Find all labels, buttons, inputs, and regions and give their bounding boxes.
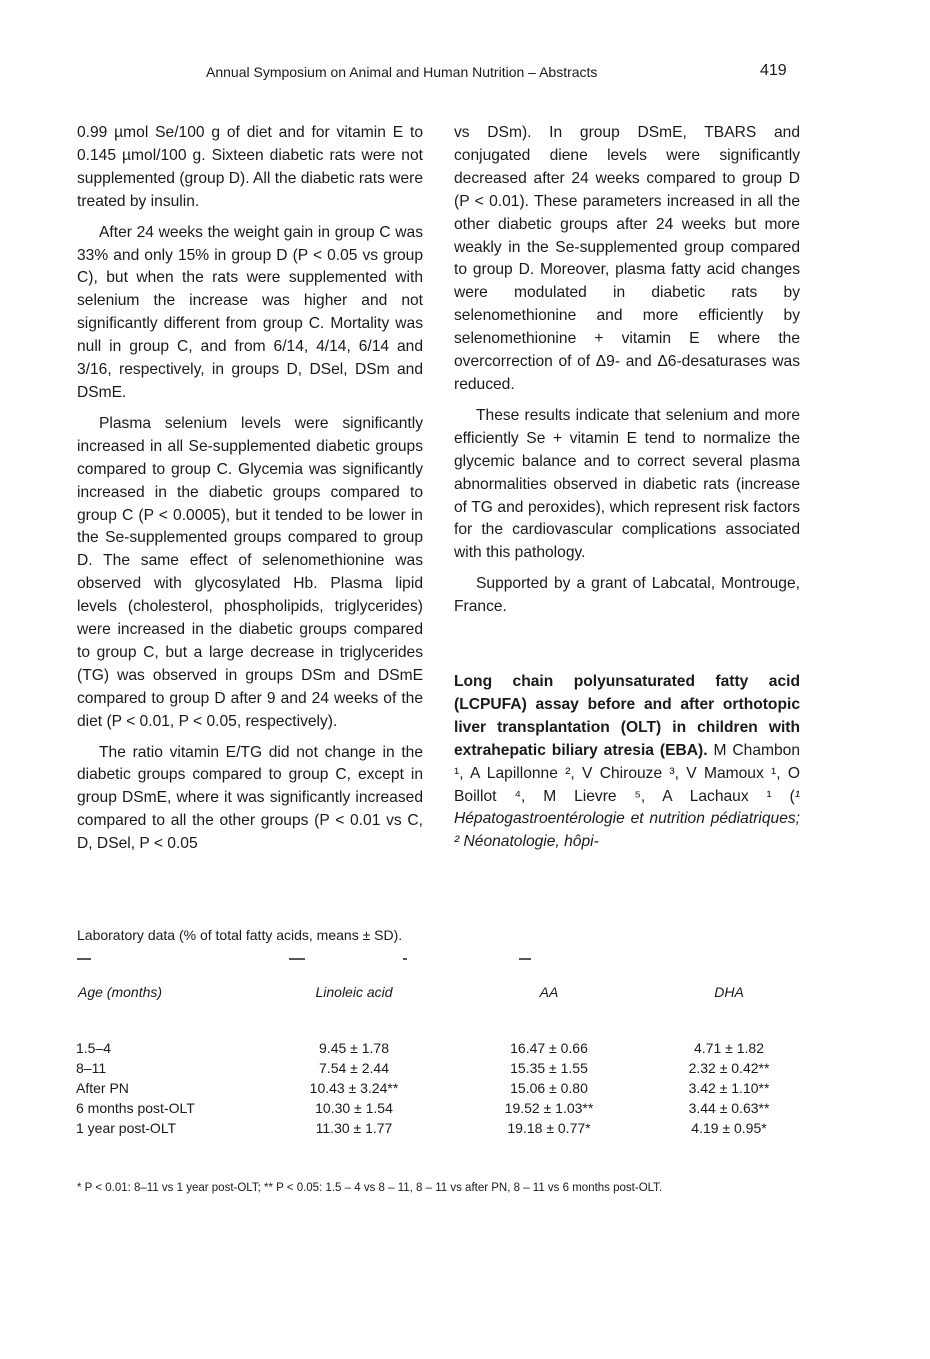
- paragraph: After 24 weeks the weight gain in group C was 33% and only 15% in group D (P < 0.05 vs group C), but when the rats were supplemented with selenium the increase was higher and not significantly different from group C. Mortality was null in group C, and from 6/14, 4/14, 6/14 and 3/16, respectively, in groups D, DSel, DSm and DSmE.: [77, 223, 423, 401]
- table-cell: 15.06 ± 0.80: [510, 1080, 588, 1096]
- table-cell: 3.42 ± 1.10**: [688, 1080, 770, 1096]
- next-abstract: [454, 671, 800, 854]
- table-cell: 6 months post-OLT: [76, 1100, 195, 1116]
- table-cell: 9.45 ± 1.78: [319, 1040, 389, 1056]
- paragraph: vs DSm). In group DSmE, TBARS and conjugated diene levels were significantly decreased after 24 weeks compared to group D (P < 0.01). These parameters increased in all the other diabetic groups after 24 weeks but more weakly in the Se-supplemented group compared to group D. Moreover, plasma fatty acid changes were modulated in diabetic rats by selenomethionine and more efficiently by selenomethionine + vitamin E where the overcorrection of of Δ9- and Δ6-desaturases was reduced.: [454, 124, 800, 393]
- paragraph: Plasma selenium levels were significantly increased in all Se-supplemented diabetic groups compared to group C. Glycemia was significantly increased in the diabetic groups compared to group C (P < 0.0005), but it tended to be lower in the Se-supplemented groups compared to group D. The same effect of selenomethionine was observed with glycosylated Hb. Plasma lipid levels (cholesterol, phospholipids, triglycerides) were increased in the diabetic groups compared to group C, but a large decrease in triglycerides (TG) was observed in groups DSm and DSmE compared to group D after 9 and 24 weeks of the diet (P < 0.01, P < 0.05, respectively).: [77, 414, 423, 730]
- table-cell: 10.43 ± 3.24**: [309, 1080, 399, 1096]
- table-cell: 8–11: [76, 1060, 107, 1076]
- column-header: Age (months): [78, 984, 163, 1000]
- table-cell: 10.30 ± 1.54: [315, 1100, 393, 1116]
- right-column: [454, 122, 800, 854]
- table-cell: 19.18 ± 0.77*: [507, 1120, 591, 1136]
- table-cell: 3.44 ± 0.63**: [688, 1100, 770, 1116]
- table-cell: 19.52 ± 1.03**: [504, 1100, 594, 1116]
- table-footnote: * P < 0.01: 8–11 vs 1 year post-OLT; ** P < 0.05: 1.5 – 4 vs 8 – 11, 8 – 11 vs after PN, 8 – 11 vs 6 months post-OLT.: [77, 1182, 663, 1194]
- paragraph: These results indicate that selenium and more efficiently Se + vitamin E tend to normalize the glycemic balance and to correct several plasma abnormalities observed in diabetic rats (increase of TG and peroxides), which represent risk factors for the cardiovascular complications associated with this pathology.: [454, 406, 800, 562]
- table-cell: 4.19 ± 0.95*: [691, 1120, 767, 1136]
- column-header: DHA: [714, 984, 744, 1000]
- table-cell: 7.54 ± 2.44: [319, 1060, 389, 1076]
- paragraph: Supported by a grant of Labcatal, Montrouge, France.: [454, 575, 800, 616]
- table-cell: 1 year post-OLT: [76, 1120, 177, 1136]
- journal-section-title: Annual Symposium on Animal and Human Nutrition – Abstracts: [206, 64, 598, 80]
- table-top-rule: [77, 958, 817, 964]
- abstract-title: Long chain polyunsaturated fatty acid (LCPUFA) assay before and after orthotopic liver transplantation (OLT) in children with extrahepatic biliary atresia (EBA).: [454, 673, 800, 759]
- table-row: [74, 1058, 814, 1078]
- running-header: [0, 64, 930, 86]
- table-cell: 16.47 ± 0.66: [510, 1040, 588, 1056]
- laboratory-data-table: [74, 980, 814, 1138]
- column-header: Linoleic acid: [315, 984, 393, 1000]
- abstract-authors: M Chambon ¹, A Lapillonne ², V Chirouze ³, V Mamoux ¹, O Boillot ⁴, M Lievre ⁵, A Lachaux ¹ (: [454, 741, 800, 805]
- table-cell: 15.35 ± 1.55: [510, 1060, 588, 1076]
- table-cell: 2.32 ± 0.42**: [688, 1060, 770, 1076]
- table-row: [74, 1078, 814, 1098]
- column-header: AA: [539, 984, 559, 1000]
- table-cell: 4.71 ± 1.82: [694, 1040, 764, 1056]
- table-row: [74, 1118, 814, 1138]
- table-cell: After PN: [76, 1080, 129, 1096]
- table-row: [74, 1038, 814, 1058]
- page-number: 419: [760, 62, 787, 79]
- paragraph: The ratio vitamin E/TG did not change in the diabetic groups compared to group C, except in group DSmE, where it was significantly increased compared to all the other groups (P < 0.01 vs C, D, DSel, P < 0.05: [77, 743, 423, 853]
- table-caption: Laboratory data (% of total fatty acids, means ± SD).: [77, 927, 403, 943]
- abstract-affiliations: ¹ Hépatogastroentérologie et nutrition pédiatriques; ² Néonatologie, hôpi-: [454, 787, 800, 851]
- paragraph: 0.99 µmol Se/100 g of diet and for vitamin E to 0.145 µmol/100 g. Sixteen diabetic rats were not supplemented (group D). All the diabetic rats were treated by insulin.: [77, 124, 423, 210]
- table-row: [74, 1098, 814, 1118]
- table-cell: 1.5–4: [76, 1040, 112, 1056]
- table-cell: 11.30 ± 1.77: [315, 1120, 393, 1136]
- left-column: [77, 122, 423, 864]
- table-header-row: [74, 980, 814, 1038]
